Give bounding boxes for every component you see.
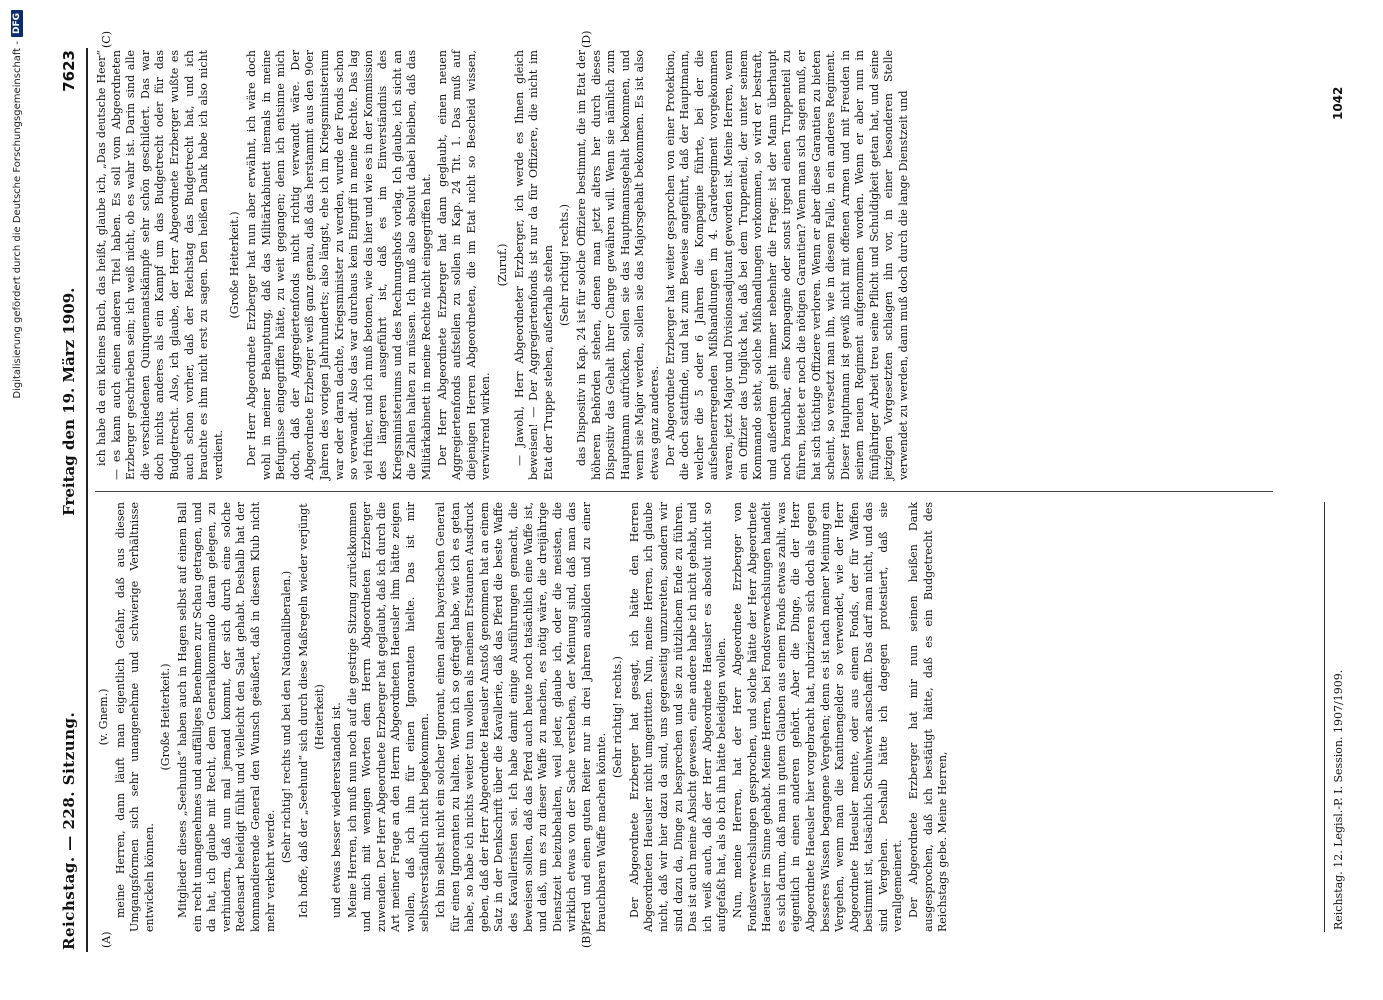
dfg-logo: DFG: [11, 10, 23, 37]
margin-letter-a: (A): [100, 931, 113, 948]
digitization-credit: [10, 10, 24, 990]
interjection: (Große Heiterkeit.): [159, 663, 173, 771]
interjection: (Heiterkeit): [313, 684, 327, 750]
credit-text: Digitalisierung gefördert durch die Deutsche Forschungsgemeinschaft -: [11, 41, 23, 399]
margin-letter-b: (B): [580, 931, 593, 948]
session-footer: Reichstag. 12. Legisl.-P. I. Session. 1907/1909.: [1332, 669, 1345, 930]
margin-letter-d: (D): [580, 30, 593, 48]
margin-letter-c: (C): [100, 31, 113, 48]
speaker-tag: (v. Gnem.): [97, 688, 110, 746]
interjection: (Sehr richtig! rechts und bei den Nationalliberalen.): [280, 570, 294, 864]
paragraph: Der Herr Abgeordnete Erzberger hat dann geglaubt, einen neuen Aggregiertenfonds aufstellen zu sollen in Kap. 24 Tit. 1. Das muß auf diejenigen Herren Abgeordneten, die im Etat nicht so Bescheid wissen, verwirrend wirken.: [435, 50, 493, 480]
interjection: (Sehr richtig! rechts.): [558, 204, 572, 326]
paragraph: und etwas besser wiedererstanden ist.: [329, 702, 343, 918]
paragraph: Der Abgeordnete Erzberger hat mir nun seinen heißen Dank ausgesprochen, daß ich bestätigt hätte, daß es ein Budgetrecht des Reichstags gebe. Meine Herren,: [907, 502, 950, 932]
interjection: (Große Heiterkeit.): [228, 211, 242, 319]
paragraph: Der Herr Abgeordnete Erzberger hat nun aber erwähnt, ich wäre doch wohl in meiner Behauptung, daß das Militärkabinett niemals in meine Befugnisse eingegriffen hätte, zu weit gegangen; denn ich entsinne mich doch, daß der Aggregiertenfonds nicht richtig verwandt wäre. Der Abgeordnete Erzberger weiß ganz genau, daß das herstammt aus den 90er Jahren des vorigen Jahrhunderts; also längst, ehe ich im Kriegsministerium war oder daran dachte, Kriegsminister zu werden, wurde der Fonds schon so verwandt. Also das war durchaus kein Eingriff in meine Rechte. Das lag viel früher, und ich muß betonen, wie das hier und wie es in der Kommission des längeren ausgeführt ist, daß es im Einverständnis des Kriegsministeriums und des Rechnungshofs vorlag. Ich glaube, ich sicht an die Zahlen halten zu müssen. Ich muß also absolut dabei bleiben, daß das Militärkabinett in meine Rechte nicht eingegriffen hat.: [244, 50, 434, 480]
paragraph: Meine Herren, ich muß nun noch auf die gestrige Sitzung zurückkommen und mich mit wenigen Worten dem Herrn Abgeordneten Erzberger zuwenden. Der Herr Abgeordnete Erzberger hat geglaubt, daß ich durch die Art meiner Frage an den Herrn Abgeordneten Haeusler ihm hätte zeigen wollen, daß ich ihn für einen Ignoranten hielte. Das ist mir selbstverständlich nicht beigekommen.: [345, 502, 432, 932]
paragraph: — Jawohl, Herr Abgeordneter Erzberger, ich werde es Ihnen gleich beweisen! — Der Aggregiertenfonds ist nur da für Offiziere, die nicht im Etat der Truppe stehen, außerhalb stehen: [512, 50, 555, 480]
paragraph: Nun, meine Herren, hat der Herr Abgeordnete Erzberger von Fondsverwechslungen gesprochen, und solche hätte der Herr Abgeordnete Haeusler im Sinne gehabt. Meine Herren, bei Fondsverwechslungen handelt es sich darum, daß man in gutem Glauben aus einem Fonds etwas zahlt, was eigentlich in einen anderen gehört. Aber die Dinge, die der Herr Abgeordnete Haeusler hier vorgebracht hat, rubrizieren sich doch als gegen besseres Wissen begangene Vergehen; denn es ist nach meiner Meinung ein Vergehen, wenn man die Kantinengelder so verwendet, wie der Herr Abgeordnete Haeusler meinte, oder aus einem Fonds, der für Waffen bestimmt ist, tatsächlich Schuhwerk anschafft. Das darf man nicht, und das sind Vergehen. Deshalb hätte ich dagegen protestiert, daß sie verallgemeinert.: [730, 502, 905, 932]
column-divider: [95, 491, 1273, 492]
paragraph: Ich bin selbst nicht ein solcher Ignorant, einen alten bayerischen General für einen Ignoranten zu halten. Wenn ich so gefragt habe, wie ich es getan habe, so habe ich nichts weiter tun wollen als meinem Erstaunen Ausdruck geben, daß der Herr Abgeordnete Haeusler Anstoß genommen hat an einem Satz in der Denkschrift über die Kavallerie, daß das Pferd die beste Waffe des Kavalleristen sei. Ich habe damit einige Ausführungen gemacht, die beweisen sollten, daß das Pferd auch heute noch tatsächlich eine Waffe ist, und daß, um es zu dieser Waffe zu machen, es nötig wäre, die dreijährige Dienstzeit beizubehalten, weil jeder, glaube ich, oder die meisten, die wirklich etwas von der Sache verstehen, der Meinung sind, daß man das Pferd und einen guten Reiter nur in drei Jahren ausbilden und zu einer brauchbaren Waffe machen könnte.: [434, 502, 608, 932]
paragraph: Der Abgeordnete Erzberger hat gesagt, ich hätte den Herren Abgeordneten Haeusler nicht umgerittten. Nun, meine Herren, ich glaube nicht, daß wir hier dazu da sind, uns gegenseitig umzureiten, sondern wir sind dazu da, Dinge zu besprechen und sie zu nützlichem Ende zu führen. Das ist auch meine Absicht gewesen, eine andere habe ich nicht gehabt, und ich weiß auch, daß der Herr Abgeordnete Haeusler es absolut nicht so aufgefaßt hat, als ob ich ihn hätte beleidigen wollen.: [627, 502, 729, 932]
page-number: 7623: [60, 50, 78, 92]
right-column: [95, 50, 1343, 480]
paragraph: das Dispositiv in Kap. 24 ist für solche Offiziere bestimmt, die im Etat der höheren Behörden stehen, denen man jetzt alters her durch dieses Dispositiv das Gehalt ihrer Charge gewähren will. Wenn sie nämlich zum Hauptmann aufrücken, sollen sie das Hauptmannsgehalt bekommen, und wenn sie Major werden, sollen sie das Majorsgehalt bekommen. Es ist also etwas ganz anderes.: [575, 50, 661, 480]
header-rule: [86, 48, 88, 952]
page-header: [55, 50, 83, 950]
interjection: (Zuruf.): [496, 243, 510, 287]
footer-rule: [1324, 502, 1325, 932]
paragraph: Ich hoffe, daß der „Seehund“ sich durch diese Maßregeln wieder verjüngt: [296, 503, 310, 918]
paragraph: meine Herren, dann läuft man eigentlich Gefahr, daß aus diesen Umgangsformen sich sehr unangenehme und schwierige Verhältnisse entwickeln können.: [113, 502, 156, 932]
paragraph: Der Abgeordnete Erzberger hat weiter gesprochen von einer Protektion, die doch stattfinde, und hat zum Beweise angeführt, daß der Hauptmann, welcher die 5 oder 6 Jahren die Kompagnie führte, bei der die aufsehenerregenden Mißhandlungen im 4. Garderegiment vorgekommen waren, jetzt Major und Divisionsadjutant geworden ist. Meine Herren, wenn ein Offizier das Unglück hat, daß bei dem Truppenteil, der unter seinem Kommando steht, solche Mißhandlungen vorkommen, so wird er bestraft, und außerdem geht immer nebenher die Frage: ist der Mann überhaupt noch brauchbar, eine Kompagnie oder sonst irgend einen Truppenteil zu führen, bietet er noch die nötigen Garantien? Wenn man sich sagen muß, er hat sich tüchtige Offiziere verloren. Wenn er aber diese Garantien zu bieten scheint, so versetzt man ihn, wie in diesem Falle, in ein anderes Regiment. Dieser Hauptmann ist gewiß nicht mit offenen Armen und mit Freuden in seinem neuen Regiment aufgenommen worden. Wenn er aber nun in fünfjähriger Arbeit treu seine Pflicht und Schuldigkeit getan hat, und seine jetzigen Vorgesetzten schlagen ihn vor, in einer besonderen Stelle verwendet zu werden, dann muß doch durch die lange Dienstzeit und: [663, 50, 911, 480]
signature-number: 1042: [1331, 86, 1345, 120]
left-column: [95, 502, 1343, 932]
session-title: Reichstag. — 228. Sitzung.: [60, 711, 78, 950]
interjection: (Sehr richtig! rechts.): [611, 656, 625, 778]
paragraph: Mitglieder dieses „Seehunds“ haben auch in Hagen selbst auf einem Ball ein recht unangenehmes und auffälliges Benehmen zur Schau getragen, und da hat, ich glaube mit Recht, dem Generalkommando daran gelegen, zu verhindern, daß nun mal jemand kommt, der sich durch eine solche Redensart beleidigt fühlt und vielleicht den Salat gehabt. Deshalb hat der kommandierende General den Wunsch geäußert, daß in diesem Klub nicht mehr verkehrt werde.: [175, 502, 277, 932]
session-date: Freitag den 19. März 1909.: [60, 287, 78, 516]
paragraph: ich habe da ein kleines Buch, das heißt, glaube ich, „Das deutsche Heer“ — es kann auch einen anderen Titel haben. Es soll vom Abgeordneten Erzberger geschrieben sein; ich weiß nicht, ob es wahr ist. Darin sind alle die verschiedenen Quinquennatskämpfe sehr schön geschildert. Das war doch nichts anderes als ein Kampf um das Budgetrecht oder für das Budgetrecht. Also, ich glaube, der Herr Abgeordnete Erzberger wußte es auch schon vorher, daß der Reichstag das Budgetrecht hat, und ich brauchte es ihm nicht erst zu sagen. Den heißen Dank habe ich also nicht verdient.: [95, 50, 225, 480]
